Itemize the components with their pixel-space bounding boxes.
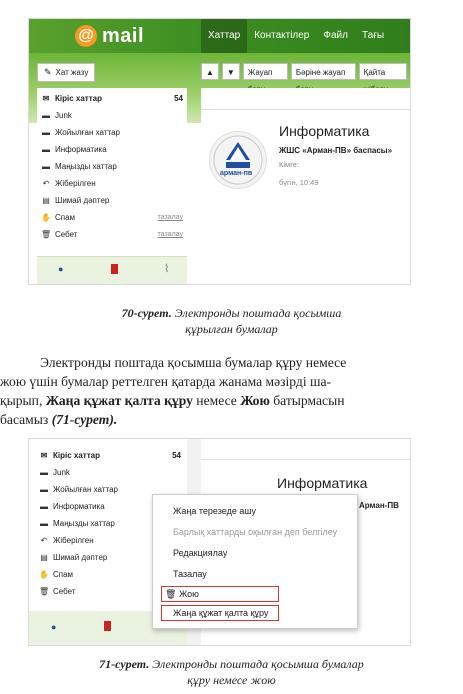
figure-1-caption-line1: Электронды поштада қосымша — [174, 306, 342, 320]
paragraph-line4 — [0, 410, 432, 429]
inbox-icon: ✉ — [42, 94, 50, 103]
sidebar-item-label: Себет — [53, 587, 76, 596]
sidebar-item-label: Шимай дәптер — [55, 196, 110, 205]
trash-icon: 🗑 — [41, 230, 52, 239]
paragraph-line1: Электронды поштада қосымша бумалар құру немесе — [40, 355, 347, 370]
sidebar-item-label: Маңызды хаттар — [53, 519, 115, 528]
sidebar-footer — [37, 256, 187, 285]
folder-icon: ▬ — [40, 485, 48, 494]
sidebar-item-label: Спам — [53, 570, 74, 579]
inbox-icon: ✉ — [40, 451, 48, 460]
mail-title: Информатика — [277, 475, 368, 491]
sidebar-item-label: Спам — [55, 213, 76, 222]
sidebar-item-label: Информатика — [55, 145, 107, 154]
compose-button[interactable] — [37, 63, 95, 82]
sidebar-item-inbox[interactable] — [41, 92, 183, 106]
sidebar-item-informatics[interactable] — [41, 143, 183, 157]
figure-1-caption-line2: құрылған бумалар — [185, 322, 278, 336]
menu-item-open-new-window[interactable]: Жаңа терезеде ашу — [173, 506, 257, 516]
tab-files[interactable]: Файл — [323, 30, 348, 41]
reply-icon: ↶ — [40, 536, 48, 545]
seal-text: арман-пв — [220, 170, 253, 177]
sidebar-item-label: Шимай дәптер — [53, 553, 108, 562]
forward-button[interactable]: Қайта — [359, 63, 407, 80]
unread-count: 54 — [174, 94, 183, 103]
tab-more[interactable]: Тағы — [361, 30, 385, 41]
mail-sender[interactable]: ЖШС «Арман-ПВ» баспасы» — [279, 146, 393, 155]
sidebar-item-label: Информатика — [53, 502, 105, 511]
reply-all-button[interactable]: Бәріне жауап — [291, 63, 356, 80]
mail-logo[interactable] — [75, 23, 144, 49]
sidebar-item-junk[interactable] — [41, 109, 183, 123]
sidebar-item-deleted[interactable] — [41, 126, 183, 140]
folder-sidebar — [37, 88, 187, 284]
next-button[interactable]: ▼ — [222, 63, 240, 80]
sidebar-item-drafts[interactable] — [41, 194, 183, 208]
menu-item-label: Жою — [178, 589, 199, 599]
unread-count: 54 — [172, 451, 181, 460]
menu-item-delete[interactable] — [165, 587, 199, 601]
paragraph-text: батырмасын — [269, 393, 345, 408]
folder-icon: ▬ — [40, 502, 48, 511]
at-logo-icon: @ — [75, 25, 97, 47]
dot-icon[interactable]: ● — [51, 622, 57, 632]
figure-1-caption — [0, 305, 463, 337]
sidebar-item-label: Junk — [53, 468, 70, 477]
menu-item-clear[interactable]: Тазалау — [173, 569, 207, 579]
mail-to-label: Кімге: — [279, 160, 300, 169]
folder-icon: ▬ — [42, 128, 50, 137]
top-tabs — [201, 19, 391, 53]
sidebar-item-label: Жойылған хаттар — [53, 485, 118, 494]
trash-icon: 🗑 — [39, 587, 50, 596]
clean-spam-link[interactable]: тазалау — [157, 214, 183, 221]
folder-icon: ▬ — [40, 468, 48, 477]
folder-icon: ▬ — [40, 519, 48, 528]
mail-title: Информатика — [279, 123, 370, 139]
seal-graphic — [210, 132, 266, 188]
bookmark-icon[interactable] — [111, 264, 118, 274]
paragraph-line2: жою үшін бумалар реттелген қатарда жанама мәзірді ша- — [0, 374, 332, 389]
figure-2-caption — [0, 656, 463, 688]
sidebar-item-label: Себет — [55, 230, 78, 239]
spam-icon: ✋ — [41, 213, 51, 222]
folder-icon: ▬ — [42, 145, 50, 154]
tab-contacts[interactable]: Контактілер — [254, 30, 310, 41]
sidebar-item-label: Маңызды хаттар — [55, 162, 117, 171]
sidebar-item-label: Жіберілген — [55, 179, 96, 188]
dot-icon[interactable]: ● — [58, 264, 64, 274]
mail-toolbar — [201, 63, 410, 80]
mail-divider — [201, 459, 410, 460]
figure-2-caption-line1: Электронды поштада қосымша бумалар — [152, 657, 364, 671]
delete-term: Жою — [240, 393, 270, 408]
mail-screenshot-2 — [28, 438, 411, 646]
paragraph-line3 — [0, 391, 432, 410]
sidebar-item-junk[interactable] — [39, 466, 181, 480]
paperclip-icon[interactable]: ⌇ — [164, 263, 170, 275]
draft-icon: ▤ — [40, 553, 48, 562]
logo-text: mail — [102, 24, 145, 47]
figure-1-number: 70-сурет. — [121, 306, 172, 320]
draft-icon: ▤ — [42, 196, 50, 205]
tab-letters[interactable]: Хаттар — [201, 19, 247, 53]
compose-label: Хат жазу — [55, 68, 89, 77]
folder-icon: ▬ — [42, 162, 50, 171]
figure-2-caption-line2: құру немесе жою — [187, 673, 276, 687]
publisher-seal-logo — [209, 131, 267, 189]
mail-divider — [201, 109, 410, 110]
sidebar-item-label: Кіріс хаттар — [55, 94, 102, 103]
paragraph-text: немесе — [192, 393, 241, 408]
figure-reference: (71-сурет). — [51, 412, 118, 427]
menu-item-edit[interactable]: Редакциялау — [173, 548, 228, 558]
mail-screenshot-1 — [28, 18, 411, 285]
trash-icon: 🗑 — [165, 589, 179, 599]
reply-icon: ↶ — [42, 179, 50, 188]
menu-item-new-folder[interactable]: Жаңа құжат қалта құру — [173, 608, 269, 618]
context-menu — [152, 494, 358, 629]
sidebar-item-label: Жіберілген — [53, 536, 94, 545]
figure-2-number: 71-сурет. — [99, 657, 150, 671]
sidebar-item-label: Кіріс хаттар — [53, 451, 100, 460]
sidebar-item-inbox[interactable] — [39, 449, 181, 463]
folder-icon: ▬ — [42, 111, 50, 120]
prev-button[interactable]: ▲ — [201, 63, 219, 80]
clean-trash-link[interactable]: тазалау — [157, 231, 183, 238]
sidebar-item-label: Жойылған хаттар — [55, 128, 120, 137]
menu-item-mark-all-read[interactable]: Барлық хаттарды оқылған деп белгілеу — [173, 527, 338, 537]
sidebar-item-label: Junk — [55, 111, 72, 120]
paragraph-text: басамыз — [0, 412, 52, 427]
sidebar-item-important[interactable] — [41, 160, 183, 174]
mail-sender[interactable]: Арман-ПВ — [359, 501, 399, 510]
sidebar-item-spam[interactable] — [41, 211, 183, 225]
pencil-icon: ✎ — [44, 67, 52, 77]
sidebar-item-sent[interactable] — [41, 177, 183, 191]
new-folder-term: Жаңа құжат қалта құру — [45, 393, 193, 408]
sidebar-item-trash[interactable] — [41, 228, 183, 242]
reply-button[interactable]: Жауап — [243, 63, 288, 80]
spam-icon: ✋ — [39, 570, 49, 579]
mail-time: бүгін, 10:49 — [279, 178, 319, 187]
bookmark-icon[interactable] — [104, 621, 111, 631]
body-paragraph — [0, 353, 432, 429]
paragraph-text: қырып, — [0, 393, 46, 408]
